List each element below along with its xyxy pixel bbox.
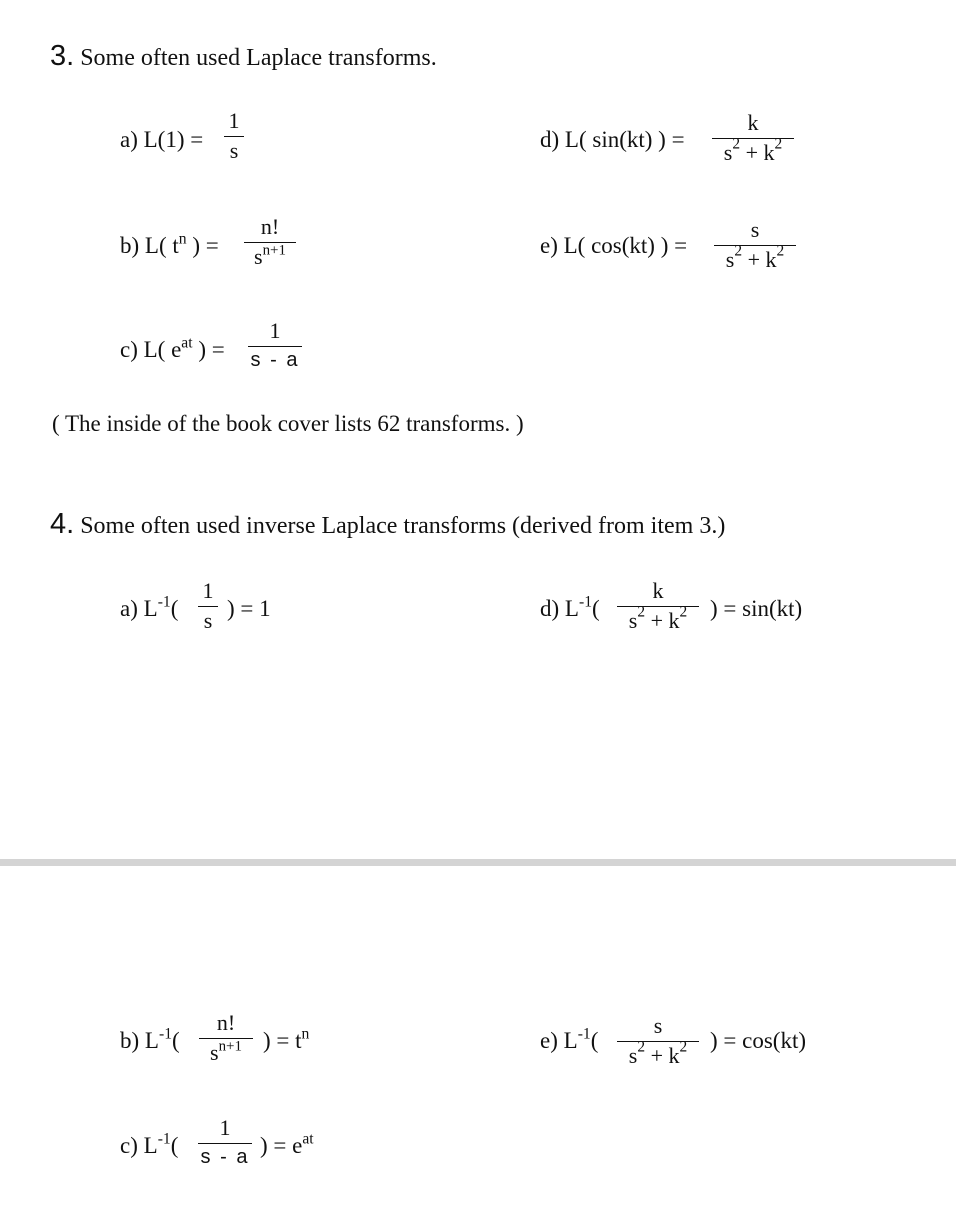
section-3-heading [50, 40, 437, 73]
numerator: 1 [228, 108, 240, 133]
formula-4c-prefix: c) $L^{-1}$( [120, 1130, 179, 1158]
formula-4a-result: ) = 1 [227, 596, 271, 621]
formula-3d-fraction [712, 112, 794, 164]
formula-4e-result: ) = cos(kt) [710, 1028, 806, 1053]
denominator: s [229, 138, 239, 163]
formula-3d-label: d) L( sin(kt) ) = [540, 127, 685, 152]
formula-4b-result: ) = $t^n$ [263, 1025, 310, 1053]
formula-4b-prefix: b) $L^{-1}$( [120, 1025, 180, 1053]
denominator: $s^2 + k^2$ [628, 1038, 688, 1068]
denominator: $s^{n+1}$ [210, 1038, 242, 1065]
numerator: k [747, 110, 759, 135]
numerator: n! [260, 214, 280, 239]
formula-4d-prefix: d) $L^{-1}$( [540, 593, 600, 621]
formula-3c-fraction [248, 320, 302, 370]
denominator: s - a [200, 1146, 250, 1168]
formula-4a-prefix: a) $L^{-1}$( [120, 593, 179, 621]
section-4-heading [50, 508, 725, 541]
section-4-number: 4. [50, 508, 75, 540]
numerator: n! [216, 1010, 236, 1035]
formula-4c-fraction [198, 1117, 252, 1167]
formula-4c-result: ) = $e^{at}$ [260, 1130, 314, 1158]
numerator: 1 [219, 1115, 231, 1140]
formula-3a-fraction [224, 110, 244, 162]
numerator: k [652, 578, 664, 603]
denominator: $s^2 + k^2$ [628, 603, 688, 633]
formula-4d-fraction [617, 580, 699, 632]
formula-3b-label: b) L( $t^n$ ) = [120, 230, 219, 258]
denominator: $s^2 + k^2$ [725, 242, 785, 272]
denominator: s [203, 608, 213, 633]
denominator: $s^2 + k^2$ [723, 135, 783, 165]
numerator: s [653, 1013, 663, 1038]
denominator: $s^{n+1}$ [254, 242, 286, 269]
formula-3b-fraction [244, 216, 296, 268]
numerator: 1 [202, 578, 214, 603]
page-divider [0, 859, 956, 866]
formula-3e-label: e) L( cos(kt) ) = [540, 233, 688, 258]
formula-4d-result: ) = sin(kt) [710, 596, 803, 621]
section-3-number: 3. [50, 40, 75, 72]
formula-4b-fraction [199, 1012, 253, 1064]
book-cover-note: ( The inside of the book cover lists 62 transforms. ) [52, 411, 524, 436]
formula-3e-fraction [714, 219, 796, 271]
denominator: s - a [250, 349, 300, 371]
formula-4e-fraction [617, 1015, 699, 1067]
numerator: s [750, 217, 760, 242]
numerator: 1 [269, 318, 281, 343]
section-3-title: Some often used Laplace transforms. [80, 45, 437, 71]
formula-3a-label: a) L(1) = [120, 127, 204, 152]
section-4-title: Some often used inverse Laplace transforms (derived from item 3.) [80, 513, 726, 539]
formula-3c-label: c) L( $e^{at}$ ) = [120, 334, 225, 362]
formula-4a-fraction [198, 580, 218, 632]
formula-4e-prefix: e) $L^{-1}$( [540, 1025, 599, 1053]
